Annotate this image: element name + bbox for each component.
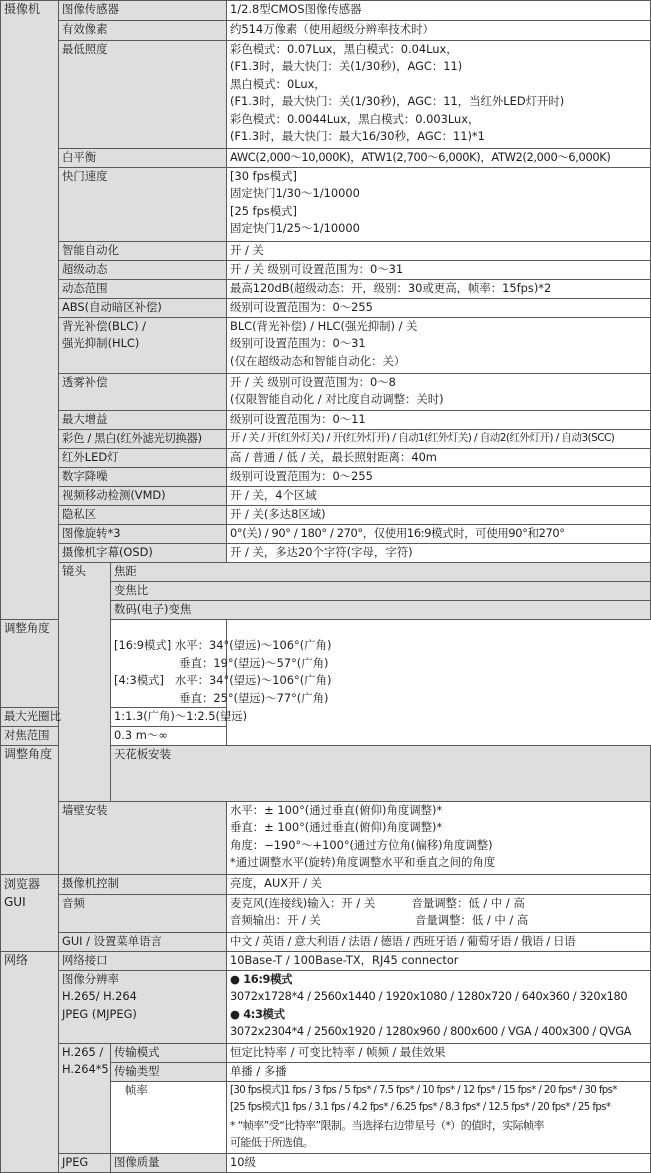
table-row <box>1 971 651 1044</box>
section-lens: 镜头 <box>59 563 111 802</box>
row-value: 单播 / 多播 <box>227 1063 651 1082</box>
table-row <box>1 430 651 449</box>
row-label: 网络接口 <box>59 952 227 971</box>
table-row <box>1 933 651 952</box>
table-row <box>1 261 651 280</box>
row-value: 麦克风(连接线)输入：开 / 关 音量调整：低 / 中 / 高 音频输出：开 / 关 音量调整：低 / 中 / 高 <box>227 895 651 933</box>
row-label: 红外LED灯 <box>59 449 227 468</box>
row-label: 图像质量 <box>111 1154 227 1173</box>
row-label: 图像分辨率 H.265/ H.264 JPEG (MJPEG) <box>59 971 227 1044</box>
row-value: 高 / 普通 / 低 / 关，最长照射距离：40m <box>227 449 651 468</box>
row-value: 级别可设置范围为：0～255 <box>227 468 651 487</box>
row-label: 音频 <box>59 895 227 933</box>
row-label: 焦距 <box>111 563 651 582</box>
table-row <box>1 952 651 971</box>
row-label: 动态范围 <box>59 280 227 299</box>
section-browser: 浏览器 GUI <box>1 875 59 952</box>
row-label: 摄像机控制 <box>59 875 227 895</box>
table-row <box>1 544 651 563</box>
row-label: 最大增益 <box>59 411 227 430</box>
row-label: 传输类型 <box>111 1063 227 1082</box>
table-row <box>1 525 651 544</box>
row-value: AWC(2,000～10,000K)，ATW1(2,700～6,000K)，ATW2(2,000～6,000K) <box>227 149 651 168</box>
row-value: 水平：± 100°(通过垂直(俯仰)角度调整)* 垂直：± 100°(通过垂直(俯仰)角度调整)* 角度：−190°～+100°(通过方位角(偏移)角度调整) *通过调整水平(旋转)角度调整水平和垂直之间的角度 <box>227 802 651 875</box>
row-label: 数码(电子)变焦 <box>111 601 651 620</box>
row-value: 10Base-T / 100Base-TX，RJ45 connector <box>227 952 651 971</box>
table-row <box>1 411 651 430</box>
row-value: ● 16:9模式 3072x1728*4 / 2560x1440 / 1920x1080 / 1280x720 / 640x360 / 320x180 ● 4:3模式 3072x2304*4 / 2560x1920 / 1280x960 / 800x600 / VGA / 400x300 / QVGA <box>227 971 651 1044</box>
row-value: 0.3 m～∞ <box>111 727 227 746</box>
table-row <box>1 21 651 41</box>
row-label: 快门速度 <box>59 168 227 242</box>
table-row <box>1 1154 651 1173</box>
table-row <box>1 374 651 411</box>
table-row <box>1 318 651 374</box>
row-value: 开 / 关，多达20个字符(字母，字符) <box>227 544 651 563</box>
row-value: [16:9模式] 水平：34°(望远)～106°(广角) 垂直：19°(望远)～57°(广角) [4:3模式] 水平：34°(望远)～106°(广角) 垂直：25°(望远)～77°(广角) <box>111 620 227 708</box>
table-row <box>1 41 651 149</box>
row-label: 透雾补偿 <box>59 374 227 411</box>
row-group-label: JPEG <box>59 1154 111 1173</box>
row-value: 开 / 关(多达8区域) <box>227 506 651 525</box>
table-row <box>1 895 651 933</box>
row-label: 对焦范围 <box>1 727 111 746</box>
table-row <box>1 802 651 875</box>
row-value: 级别可设置范围为：0～11 <box>227 411 651 430</box>
row-value: 约514万像素（使用超级分辨率技术时） <box>227 21 651 41</box>
row-label: 调整角度 <box>1 620 111 708</box>
row-label: 智能自动化 <box>59 242 227 261</box>
row-value: 10级 <box>227 1154 651 1173</box>
row-value: 开 / 关 级别可设置范围为：0～31 <box>227 261 651 280</box>
row-label: 传输模式 <box>111 1044 227 1063</box>
section-camera: 摄像机 <box>1 1 59 620</box>
table-row <box>1 875 651 895</box>
row-value: 1/2.8型CMOS图像传感器 <box>227 1 651 21</box>
row-label: 视频移动检测(VMD) <box>59 487 227 506</box>
row-label: 墙壁安装 <box>59 802 227 875</box>
row-label: 背光补偿(BLC) / 强光抑制(HLC) <box>59 318 227 374</box>
row-value: 彩色模式：0.07Lux，黑白模式：0.04Lux， (F1.3时，最大快门：关(1/30秒)，AGC：11) 黑白模式：0Lux， (F1.3时，最大快门：关(1/30秒)，AGC：11，当红外LED灯开时) 彩色模式：0.0044Lux，黑白模式：0.003Lux， (F1.3时，最大快门：最大16/30秒，AGC：11)*1 <box>227 41 651 149</box>
row-label: 超级动态 <box>59 261 227 280</box>
row-value: 开 / 关 <box>227 242 651 261</box>
table-row <box>1 1 651 21</box>
row-label: 彩色 / 黑白(红外滤光切换器) <box>59 430 227 449</box>
table-row <box>1 299 651 318</box>
table-row <box>1 727 651 746</box>
row-label: 最大光圈比 <box>1 708 111 727</box>
table-row <box>1 487 651 506</box>
table-row <box>1 149 651 168</box>
row-label: 天花板安装 <box>111 746 651 802</box>
table-row <box>1 449 651 468</box>
row-value: BLC(背光补偿) / HLC(强光抑制) / 关 级别可设置范围为：0～31 (仅在超级动态和智能自动化：关） <box>227 318 651 374</box>
table-row <box>1 242 651 261</box>
row-value: 亮度，AUX开 / 关 <box>227 875 651 895</box>
row-label: 有效像素 <box>59 21 227 41</box>
table-row <box>1 1044 651 1063</box>
row-label: 图像旋转*3 <box>59 525 227 544</box>
table-row <box>1 563 651 582</box>
row-value: 1:1.3(广角)～1:2.5(望远) <box>111 708 227 727</box>
table-row <box>1 506 651 525</box>
table-row <box>1 708 651 727</box>
row-value: 开 / 关 / 开(红外灯关) / 开(红外灯开) / 自动1(红外灯关) / 自动2(红外灯开) / 自动3(SCC) <box>227 430 651 449</box>
row-value: 开 / 关，4个区域 <box>227 487 651 506</box>
row-label: 帧率 <box>111 1082 227 1154</box>
row-label: 白平衡 <box>59 149 227 168</box>
row-value: [30 fps模式] 固定快门1/30～1/10000 [25 fps模式] 固定快门1/25～1/10000 <box>227 168 651 242</box>
row-value: 0°(关) / 90° / 180° / 270°，仅使用16:9模式时，可使用90°和270° <box>227 525 651 544</box>
row-value: 开 / 关 级别可设置范围为：0～8 (仅限智能自动化 / 对比度自动调整：关时) <box>227 374 651 411</box>
table-row <box>1 168 651 242</box>
row-label: 数字降噪 <box>59 468 227 487</box>
section-network: 网络 <box>1 952 59 1173</box>
row-label: 图像传感器 <box>59 1 227 21</box>
table-row <box>1 620 651 708</box>
table-row <box>1 280 651 299</box>
row-label: GUI / 设置菜单语言 <box>59 933 227 952</box>
row-label: ABS(自动暗区补偿) <box>59 299 227 318</box>
table-row <box>1 468 651 487</box>
row-value: 恒定比特率 / 可变比特率 / 帧频 / 最佳效果 <box>227 1044 651 1063</box>
row-value: 最高120dB(超级动态：开，级别：30或更高，帧率：15fps)*2 <box>227 280 651 299</box>
section-adjust: 调整角度 <box>1 746 59 875</box>
row-value: 级别可设置范围为：0～255 <box>227 299 651 318</box>
row-value: [30 fps模式]1 fps / 3 fps / 5 fps* / 7.5 fps* / 10 fps* / 12 fps* / 15 fps* / 20 fps* / 30 fps* [25 fps模式]1 fps / 3.1 fps / 4.2 fps* / 6.25 fps* / 8.3 fps* / 12.5 fps* / 20 fps* / 25 fps* * “帧率”受“比特率”限制。当选择右边带星号（*）的值时，实际帧率 可能低于所选值。 <box>227 1082 651 1154</box>
row-group-label: H.265 / H.264*5 <box>59 1044 111 1154</box>
row-label: 摄像机字幕(OSD) <box>59 544 227 563</box>
row-label: 变焦比 <box>111 582 651 601</box>
row-label: 最低照度 <box>59 41 227 149</box>
row-value: 中文 / 英语 / 意大利语 / 法语 / 德语 / 西班牙语 / 葡萄牙语 / 俄语 / 日语 <box>227 933 651 952</box>
row-label: 隐私区 <box>59 506 227 525</box>
